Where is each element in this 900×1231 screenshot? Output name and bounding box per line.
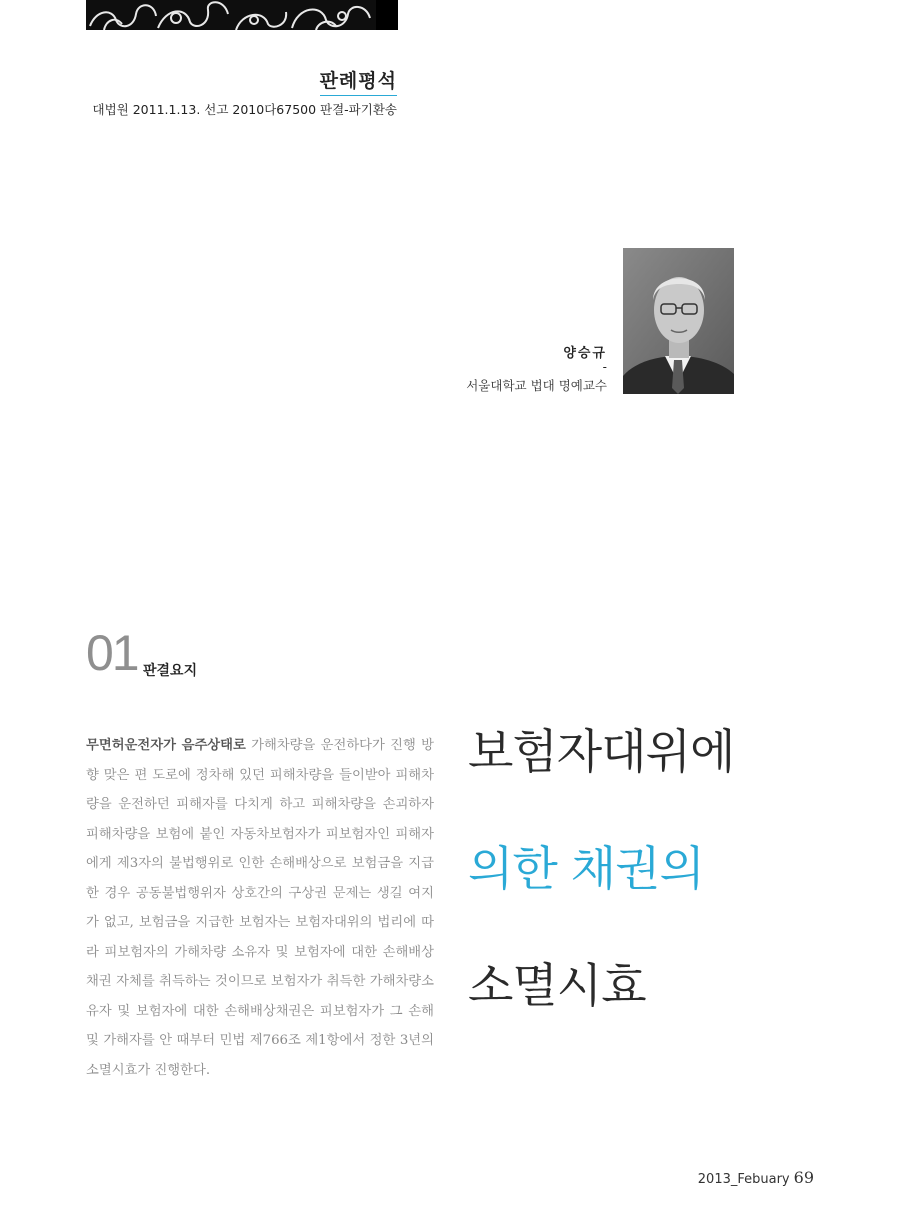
author-affiliation: 서울대학교 법대 명예교수 (466, 378, 607, 393)
body-lead-text: 무면허운전자가 음주상태로 (86, 738, 246, 753)
section-title: 판결요지 (143, 663, 198, 679)
body-main-text: 가해차량을 운전하다가 진행 방향 맞은 편 도로에 정차해 있던 피해차량을 들이받아 피해차량을 운전하던 피해자를 다치게 하고 피해차량을 손괴하자 피해차량을 보험에 붙인 자동차보험자가 피보험자인 피해자에게 제3자의 불법행위로 인한 손해배상으로 보험금을 지급한 경우 공동불법행위자 상호간의 구상권 문제는 생길 여지가 없고, 보험금을 지급한 보험자는 보험자대위의 법리에 따라 피보험자의 가해차량 소유자 및 보험자에 대한 손해배상채권 자체를 취득하는 것이므로 보험자가 취득한 가해차량소유자 및 보험자에 대한 손해배상채권은 피보험자가 그 손해 및 가해자를 안 때부터 민법 제766조 제1항에서 정한 3년의 소멸시효가 진행한다. (86, 738, 434, 1078)
body-paragraph (86, 731, 434, 1085)
footer-issue: 2013_Febuary (697, 1172, 790, 1187)
author-divider: - (602, 360, 607, 374)
page-footer (698, 1168, 814, 1187)
page-number: 69 (793, 1168, 814, 1187)
section-number: 01 (86, 625, 138, 681)
swirl-pattern-icon (86, 0, 398, 30)
decorative-banner (86, 0, 398, 30)
author-photo (623, 248, 734, 394)
headline-line-2: 의한 채권의 (468, 842, 704, 897)
section-label: 판례평석 (320, 66, 397, 96)
author-name: 양승규 (563, 346, 607, 361)
banner-accent-block (376, 0, 398, 30)
headline-line-1: 보험자대위에 (468, 725, 735, 780)
case-reference: 대법원 2011.1.13. 선고 2010다67500 판결-파기환송 (92, 102, 397, 117)
author-portrait-icon (623, 248, 734, 394)
headline-line-3: 소멸시효 (468, 959, 646, 1014)
